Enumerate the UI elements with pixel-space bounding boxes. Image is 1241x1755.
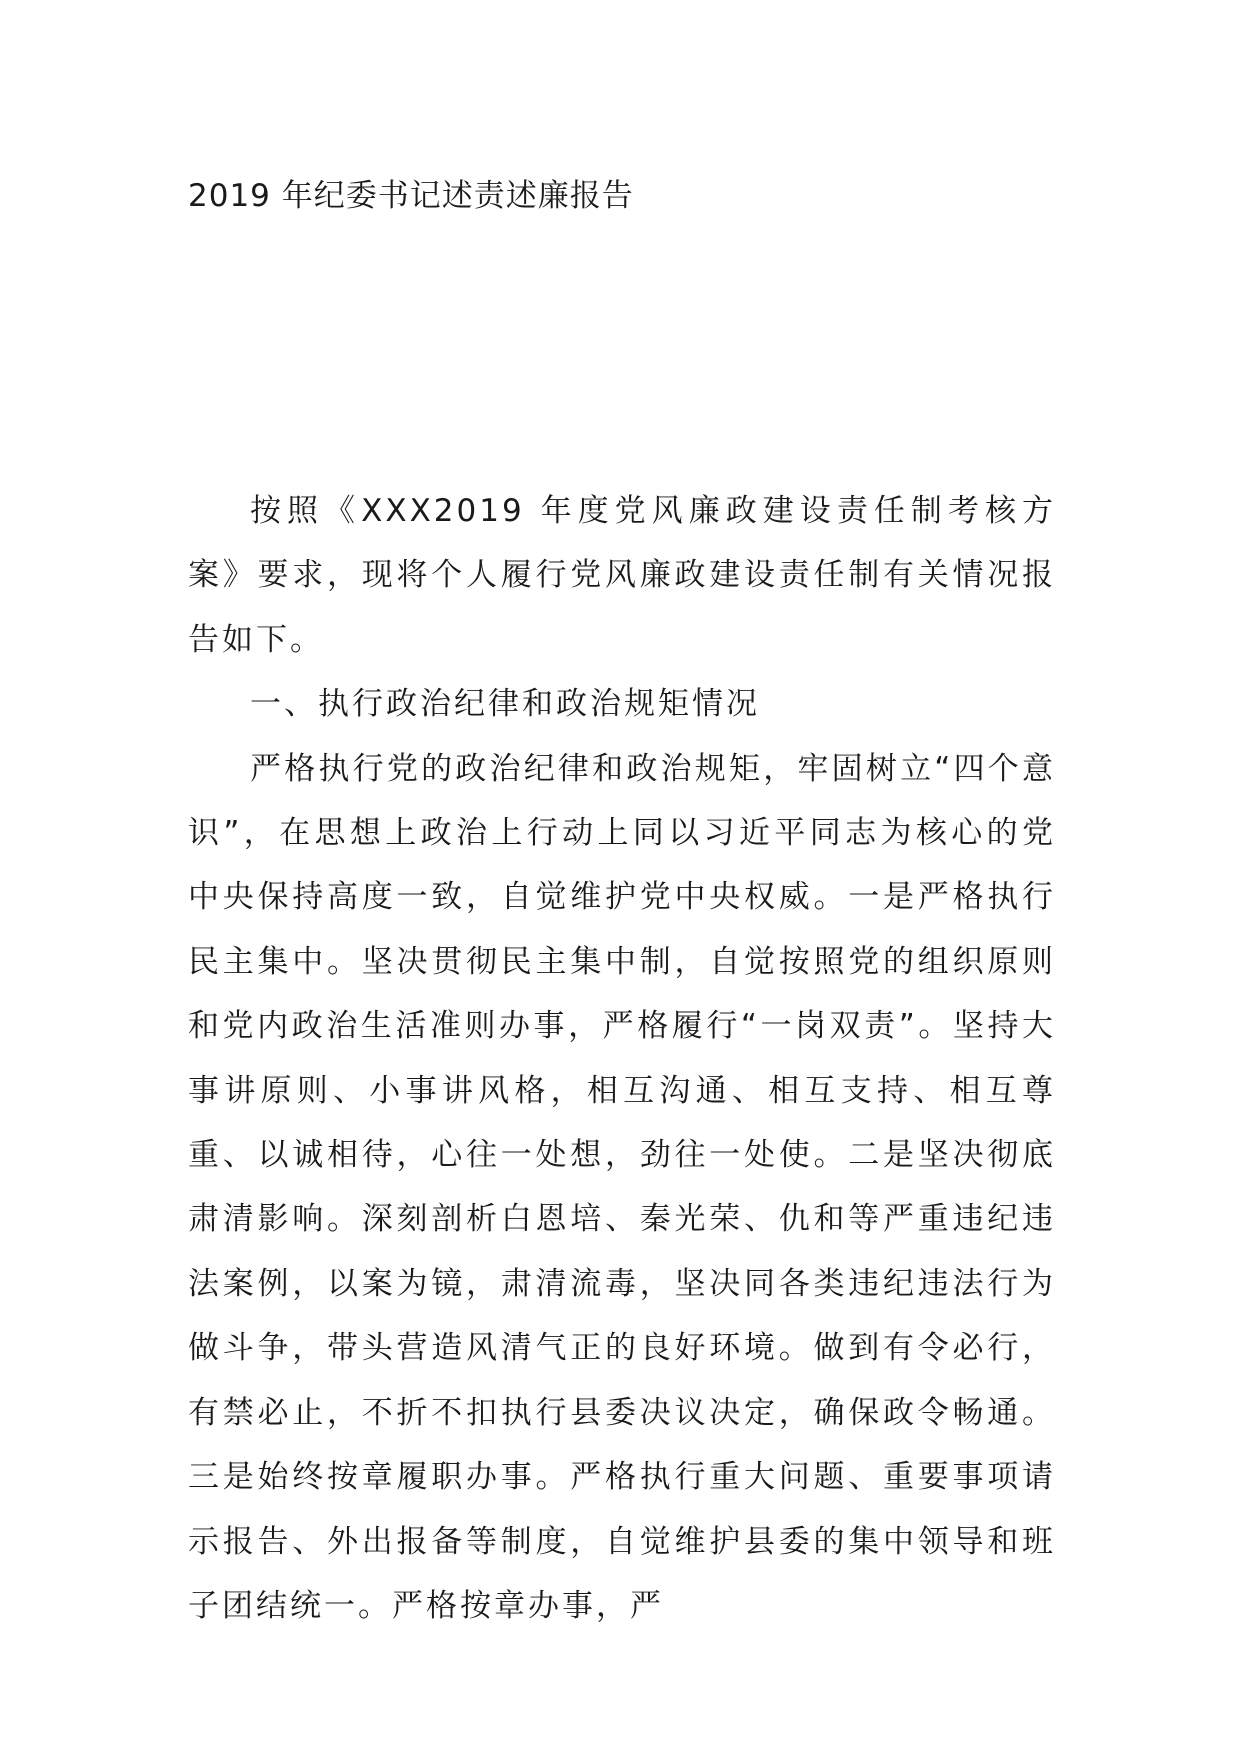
document-body [188,479,1056,1638]
document-title: 2019 年纪委书记述责述廉报告 [188,178,634,214]
paragraph-intro: 按照《XXX2019 年度党风廉政建设责任制考核方案》要求，现将个人履行党风廉政建设责任制有关情况报告如下。 [188,493,1056,658]
paragraph-section-1: 严格执行党的政治纪律和政治规矩，牢固树立“四个意识”，在思想上政治上行动上同以习近平同志为核心的党中央保持高度一致，自觉维护党中央权威。一是严格执行民主集中。坚决贯彻民主集中制，自觉按照党的组织原则和党内政治生活准则办事，严格履行“一岗双责”。坚持大事讲原则、小事讲风格，相互沟通、相互支持、相互尊重、以诚相待，心往一处想，劲往一处使。二是坚决彻底肃清影响。深刻剖析白恩培、秦光荣、仇和等严重违纪违法案例，以案为镜，肃清流毒，坚决同各类违纪违法行为做斗争，带头营造风清气正的良好环境。做到有令必行，有禁必止，不折不扣执行县委决议决定，确保政令畅通。三是始终按章履职办事。严格执行重大问题、重要事项请示报告、外出报备等制度，自觉维护县委的集中领导和班子团结统一。严格按章办事，严 [188,750,1056,1624]
section-heading-1: 一、执行政治纪律和政治规矩情况 [250,686,760,723]
